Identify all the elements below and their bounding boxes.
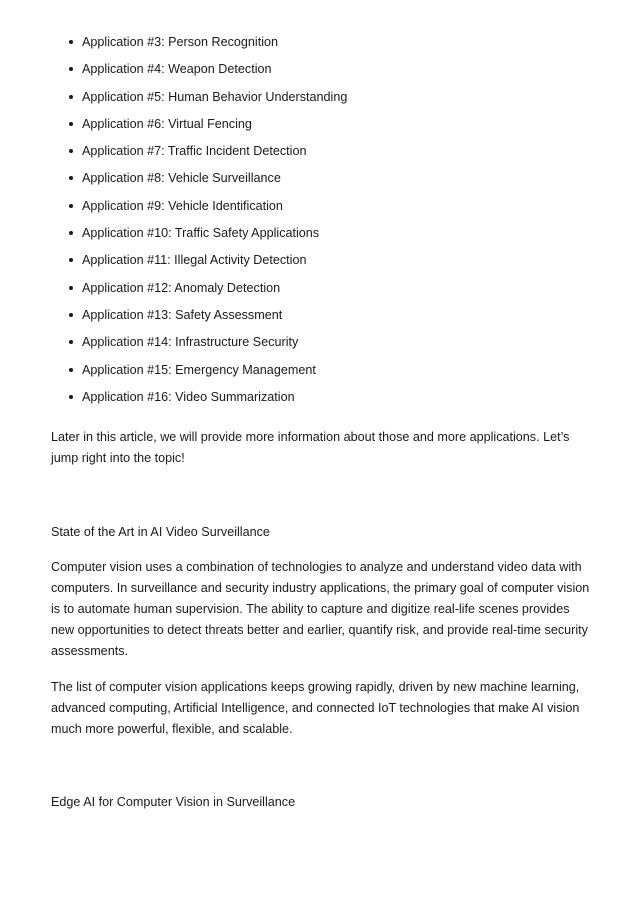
list-item	[51, 58, 347, 85]
list-item-label: Application #6: Virtual Fencing	[82, 116, 252, 131]
list-item	[51, 304, 347, 331]
bullet-icon	[69, 340, 73, 344]
bullet-icon	[69, 95, 73, 99]
bullet-icon	[69, 149, 73, 153]
list-item	[51, 331, 347, 358]
paragraph-line: computers. In surveillance and security industry applications, the primary goal of computer vision	[51, 581, 590, 595]
list-item-label: Application #7: Traffic Incident Detection	[82, 144, 307, 159]
bullet-icon	[69, 395, 73, 399]
bullet-icon	[69, 231, 73, 235]
bullet-icon	[69, 313, 73, 317]
applications-list	[51, 31, 347, 413]
bullet-icon	[69, 67, 73, 71]
section1-paragraph-2	[51, 677, 596, 740]
list-item-label: Application #16: Video Summarization	[82, 389, 295, 404]
list-item	[51, 222, 347, 249]
paragraph-line: jump right into the topic!	[51, 451, 185, 465]
list-item	[51, 113, 347, 140]
paragraph-line: assessments.	[51, 644, 128, 658]
list-item	[51, 386, 347, 413]
list-item-label: Application #11: Illegal Activity Detection	[82, 253, 307, 268]
list-item	[51, 195, 347, 222]
paragraph-line: The list of computer vision applications keeps growing rapidly, driven by new machine learning,	[51, 680, 580, 694]
list-item-label: Application #5: Human Behavior Understanding	[82, 89, 348, 104]
bullet-icon	[69, 40, 73, 44]
list-item-label: Application #14: Infrastructure Security	[82, 335, 299, 350]
list-item	[51, 359, 347, 386]
list-item	[51, 31, 347, 58]
paragraph-line: advanced computing, Artificial Intelligence, and connected IoT technologies that make AI vision	[51, 701, 580, 715]
paragraph-line: Computer vision uses a combination of technologies to analyze and understand video data with	[51, 560, 582, 574]
section-heading-edge-ai: Edge AI for Computer Vision in Surveillance	[51, 795, 296, 809]
paragraph-line: new opportunities to detect threats better and earlier, quantify risk, and provide real-time security	[51, 623, 588, 637]
list-item-label: Application #9: Vehicle Identification	[82, 198, 283, 213]
list-item-label: Application #3: Person Recognition	[82, 35, 279, 49]
bullet-icon	[69, 258, 73, 262]
paragraph-line: is to automate human supervision. The ability to capture and digitize real-life scenes provides	[51, 602, 570, 616]
section1-paragraph-1	[51, 557, 596, 662]
list-item	[51, 167, 347, 194]
paragraph-line: much more powerful, flexible, and scalable.	[51, 722, 293, 736]
bullet-icon	[69, 176, 73, 180]
list-item	[51, 277, 347, 304]
bullet-icon	[69, 368, 73, 372]
section-heading-state-of-the-art: State of the Art in AI Video Surveillance	[51, 525, 270, 539]
bullet-icon	[69, 122, 73, 126]
list-item-label: Application #8: Vehicle Surveillance	[82, 171, 281, 186]
list-item	[51, 249, 347, 276]
paragraph-line: Later in this article, we will provide more information about those and more applications. Let’s	[51, 430, 570, 444]
list-item-label: Application #13: Safety Assessment	[82, 307, 283, 322]
list-item-label: Application #4: Weapon Detection	[82, 62, 272, 77]
bullet-icon	[69, 286, 73, 290]
list-item-label: Application #15: Emergency Management	[82, 362, 316, 377]
list-item-label: Application #12: Anomaly Detection	[82, 280, 281, 295]
list-item	[51, 140, 347, 167]
list-item	[51, 86, 347, 113]
bullet-icon	[69, 204, 73, 208]
list-item-label: Application #10: Traffic Safety Applications	[82, 226, 320, 241]
intro-paragraph	[51, 427, 596, 469]
